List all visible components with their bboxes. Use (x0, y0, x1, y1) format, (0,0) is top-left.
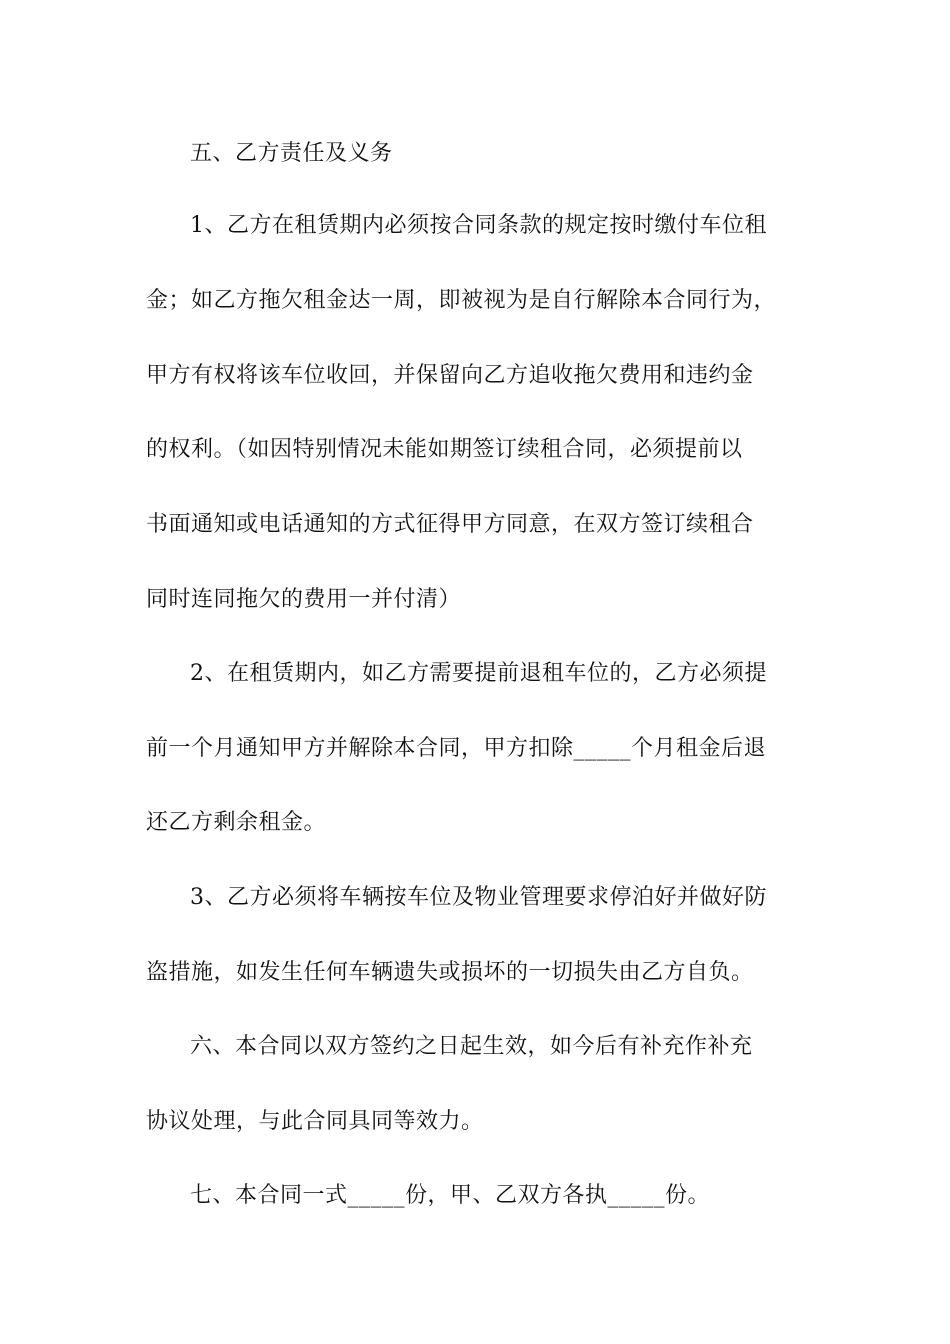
clause-2-line-3: 还乙方剩余租金。 (146, 810, 327, 835)
section-six-line-1: 六、本合同以双方签约之日起生效，如今后有补充作补充 (190, 1034, 753, 1059)
clause-1-line-2: 金；如乙方拖欠租金达一周，即被视为是自行解除本合同行为， (146, 288, 777, 313)
clause-1-line-6: 同时连同拖欠的费用一并付清） (146, 587, 462, 612)
clause-1-line-3: 甲方有权将该车位收回，并保留向乙方追收拖欠费用和违约金 (146, 363, 754, 388)
clause-1-line-4: 的权利。（如因特别情况未能如期签订续租合同，必须提前以 (146, 437, 743, 462)
clause-2-line-2: 前一个月通知甲方并解除本合同，甲方扣除_____个月租金后退 (146, 736, 767, 761)
section-six-line-2: 协议处理，与此合同具同等效力。 (146, 1109, 484, 1134)
clause-2-line-1: 2、在租赁期内，如乙方需要提前退租车位的，乙方必须提 (190, 661, 767, 686)
clause-3-line-1: 3、乙方必须将车辆按车位及物业管理要求停泊好并做好防 (190, 885, 767, 910)
clause-1-line-1: 1、乙方在租赁期内必须按合同条款的规定按时缴付车位租 (190, 213, 767, 238)
clause-1-line-5: 书面通知或电话通知的方式征得甲方同意，在双方签订续租合 (146, 512, 754, 537)
section-seven-line: 七、本合同一式_____份，甲、乙双方各执_____份。 (190, 1183, 711, 1208)
clause-3-line-2: 盗措施，如发生任何车辆遗失或损坏的一切损失由乙方自负。 (146, 960, 754, 985)
section-heading-five: 五、乙方责任及义务 (190, 141, 393, 166)
